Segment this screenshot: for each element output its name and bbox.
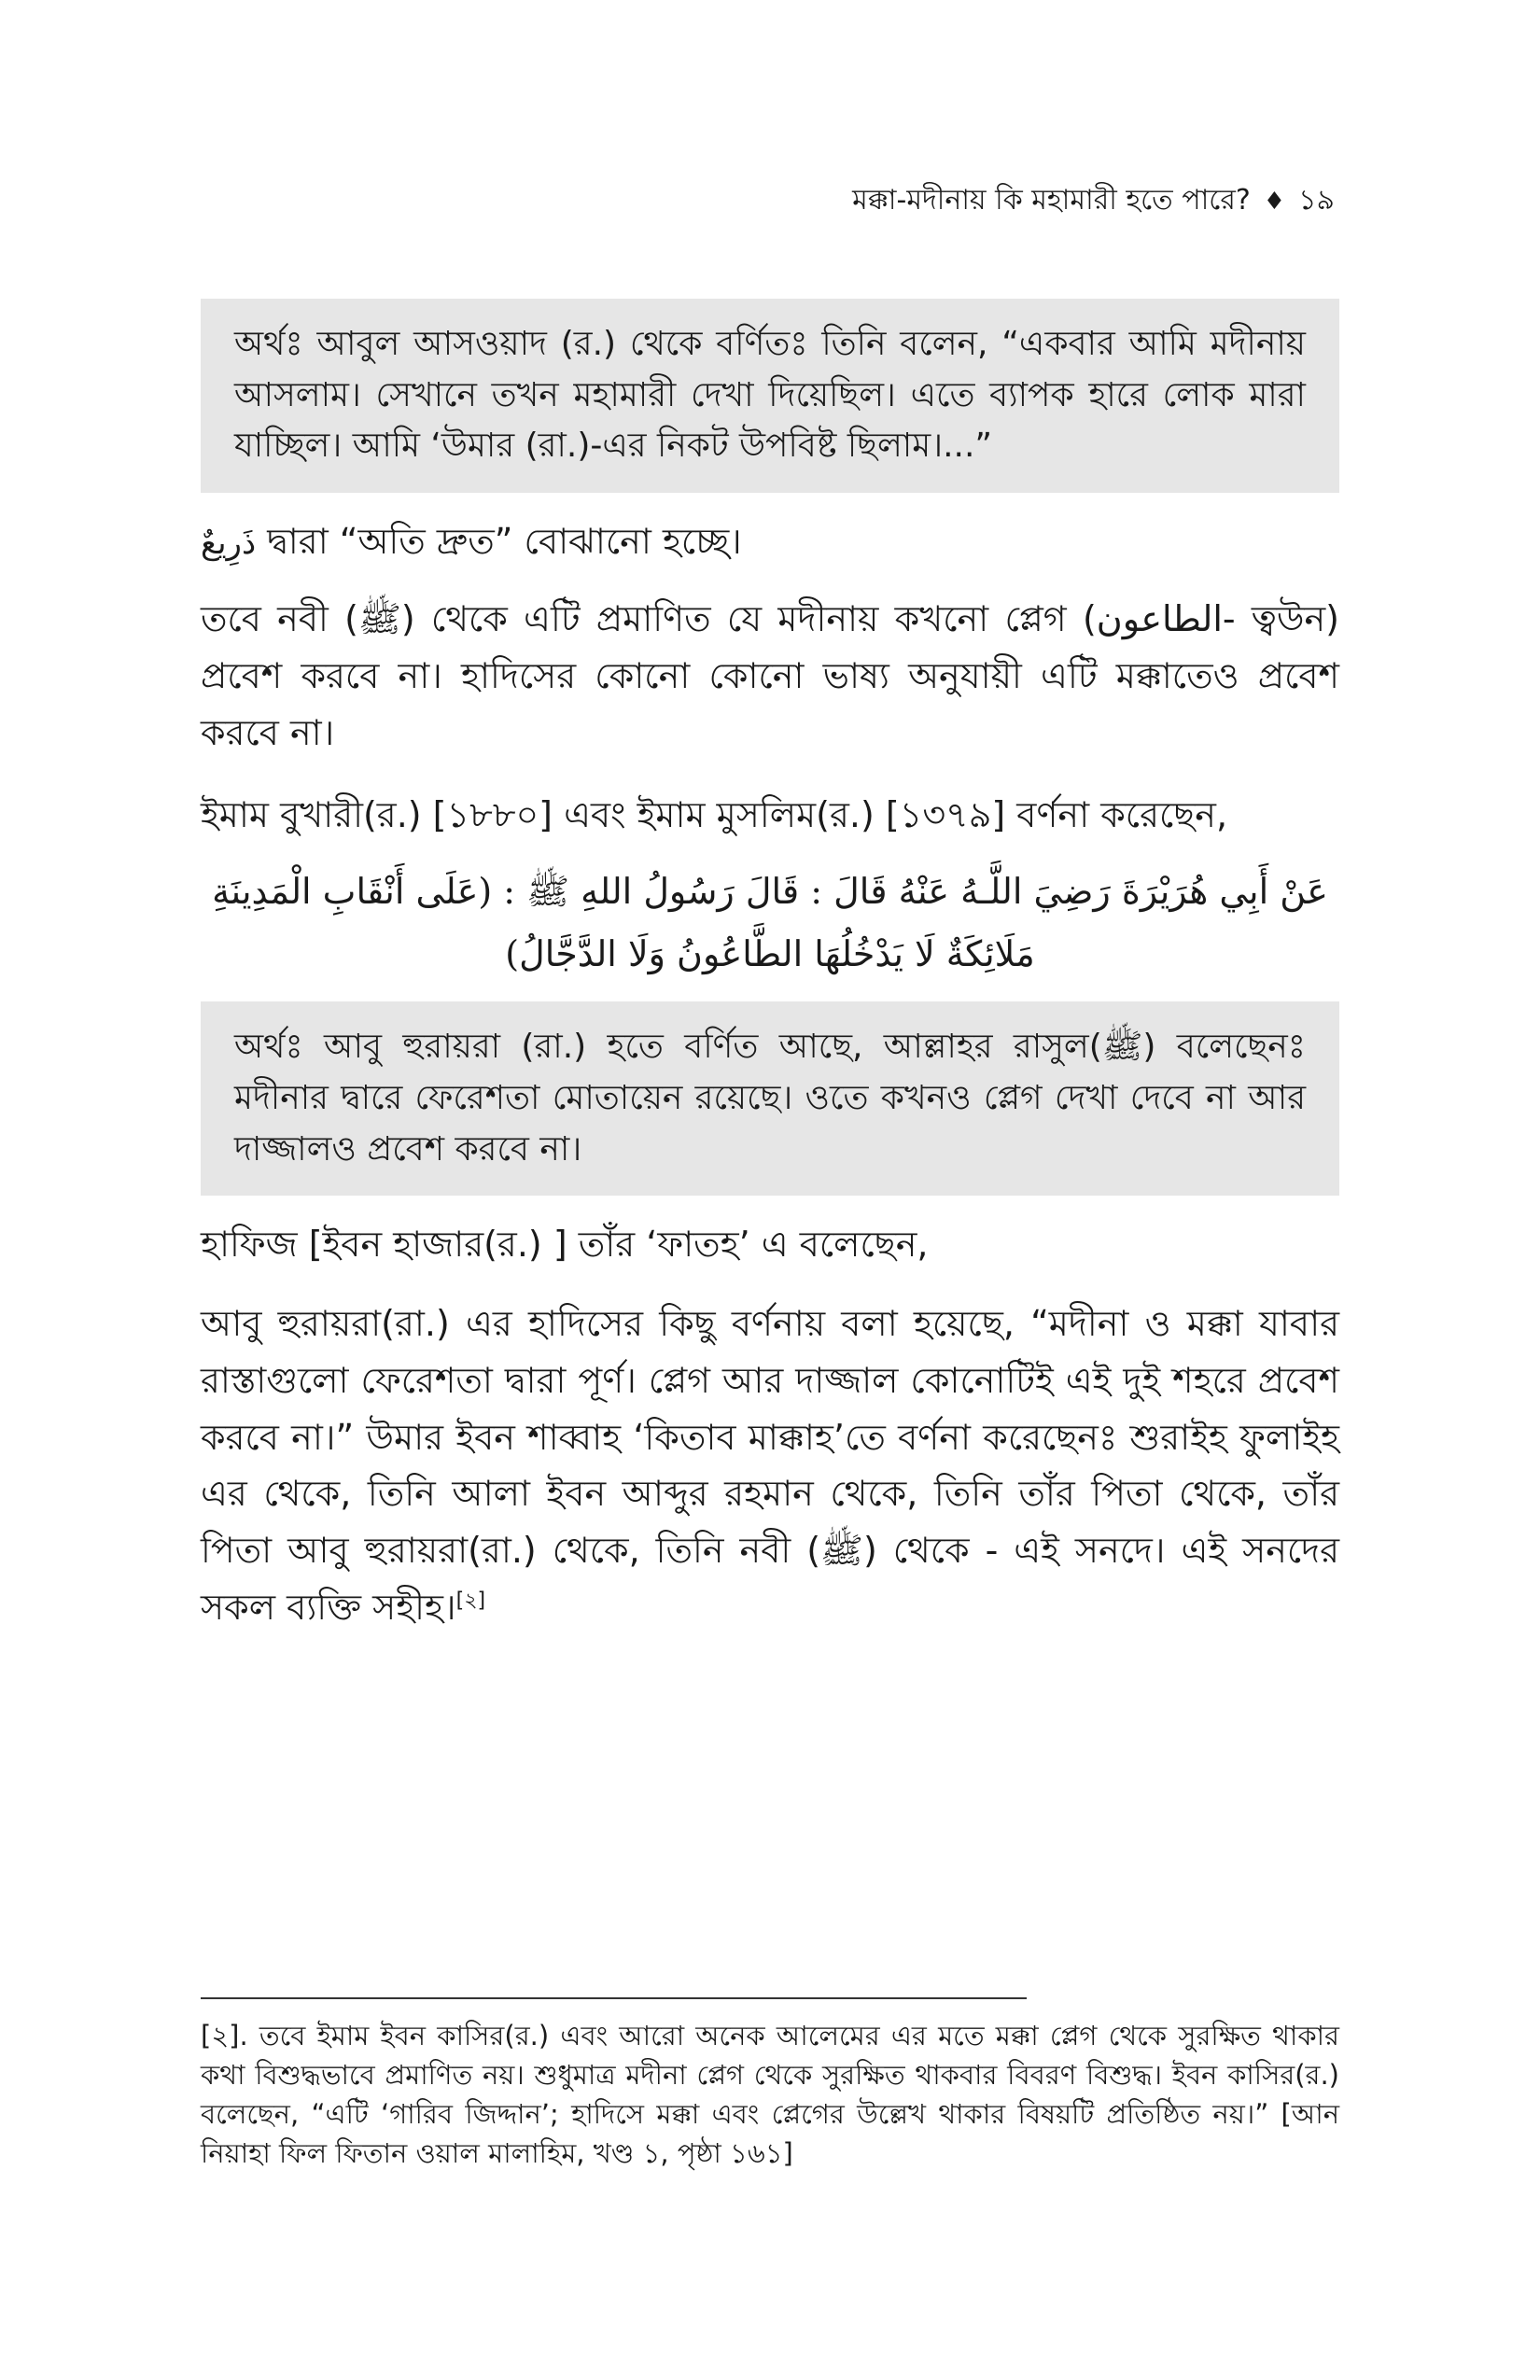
footnote-divider xyxy=(201,1997,1027,1999)
diamond-separator-icon: ♦ xyxy=(1263,188,1286,216)
page-header xyxy=(852,177,1335,225)
arabic-hadith: عَنْ أَبِي هُرَيْرَةَ رَضِيَ اللَّـهُ عَنْهُ قَالَ : قَالَ رَسُولُ اللهِ ﷺ : (عَلَى أَنْقَابِ الْمَدِينَةِ مَلَائِكَةٌ لَا يَدْخُلُهَا الطَّاعُونُ وَلَا الدَّجَّالُ) xyxy=(212,871,1328,974)
translation-box-1: অর্থঃ আবুল আসওয়াদ (র.) থেকে বর্ণিতঃ তিনি বলেন, “একবার আমি মদীনায় আসলাম। সেখানে তখন মহামারী দেখা দিয়েছিল। এতে ব্যাপক হারে লোক মারা যাচ্ছিল। আমি ‘উমার (রা.)-এর নিকট উপবিষ্ট ছিলাম।...” xyxy=(201,299,1339,493)
footnote: [২]. তবে ইমাম ইবন কাসির(র.) এবং আরো অনেক আলেমের এর মতে মক্কা প্লেগ থেকে সুরক্ষিত থাকার কথা বিশুদ্ধভাবে প্রমাণিত নয়। শুধুমাত্র মদীনা প্লেগ থেকে সুরক্ষিত থাকবার বিবরণ বিশুদ্ধ। ইবন কাসির(র.) বলেছেন, “এটি ‘গারিব জিদ্দান’; হাদিসে মক্কা এবং প্লেগের উল্লেখ থাকার বিষয়টি প্রতিষ্ঠিত নয়।” [আন নিয়াহা ফিল ফিতান ওয়াল মালাহিম, খণ্ড ১, পৃষ্ঠা ১৬১] xyxy=(201,2020,1340,2170)
commentary-text: আবু হুরায়রা(রা.) এর হাদিসের কিছু বর্ণনায় বলা হয়েছে, “মদীনা ও মক্কা যাবার রাস্তাগুলো ফেরেশতা দ্বারা পূর্ণ। প্লেগ আর দাজ্জাল কোনোটিই এই দুই শহরে প্রবেশ করবে না।” উমার ইবন শাব্বাহ ‘কিতাব মাক্কাহ’তে বর্ণনা করেছেনঃ শুরাইহ ফুলাইহ এর থেকে, তিনি আলা ইবন আব্দুর রহমান থেকে, তিনি তাঁর পিতা থেকে, তাঁর পিতা আবু হুরায়রা(রা.) থেকে, তিনি নবী (ﷺ) থেকে - এই সনদে। এই সনদের সকল ব্যক্তি সহীহ। xyxy=(201,1303,1340,1629)
page-number: ১৯ xyxy=(1298,184,1335,217)
plague-paragraph: তবে নবী (ﷺ) থেকে এটি প্রমাণিত যে মদীনায় কখনো প্লেগ (الطاعون- ত্বউন) প্রবেশ করবে না। হাদিসের কোনো কোনো ভাষ্য অনুযায়ী এটি মক্কাতেও প্রবেশ করবে না। xyxy=(201,597,1339,753)
translation-box-2: অর্থঃ আবু হুরায়রা (রা.) হতে বর্ণিত আছে, আল্লাহর রাসুল(ﷺ) বলেছেনঃ মদীনার দ্বারে ফেরেশতা মোতায়েন রয়েছে। ওতে কখনও প্লেগ দেখা দেবে না আর দাজ্জালও প্রবেশ করবে না। xyxy=(201,1001,1339,1196)
running-title: মক্কা-মদীনায় কি মহামারী হতে পারে? xyxy=(852,184,1251,217)
footnote-reference[interactable]: [২] xyxy=(455,1589,486,1613)
narration-intro-paragraph: ইমাম বুখারী(র.) [১৮৮০] এবং ইমাম মুসলিম(র.) [১৩৭৯] বর্ণনা করেছেন, xyxy=(201,794,1228,836)
page-body xyxy=(201,299,1339,1636)
word-explanation-text: দ্বারা “অতি দ্রুত” বোঝানো হচ্ছে। xyxy=(256,521,742,563)
hadith-commentary-paragraph xyxy=(201,1295,1339,1636)
word-explanation-paragraph xyxy=(201,513,1339,570)
hafiz-paragraph: হাফিজ [ইবন হাজার(র.) ] তাঁর ‘ফাতহ’ এ বলেছেন, xyxy=(201,1224,929,1266)
arabic-word: ذَرِيعٌ xyxy=(201,525,257,563)
